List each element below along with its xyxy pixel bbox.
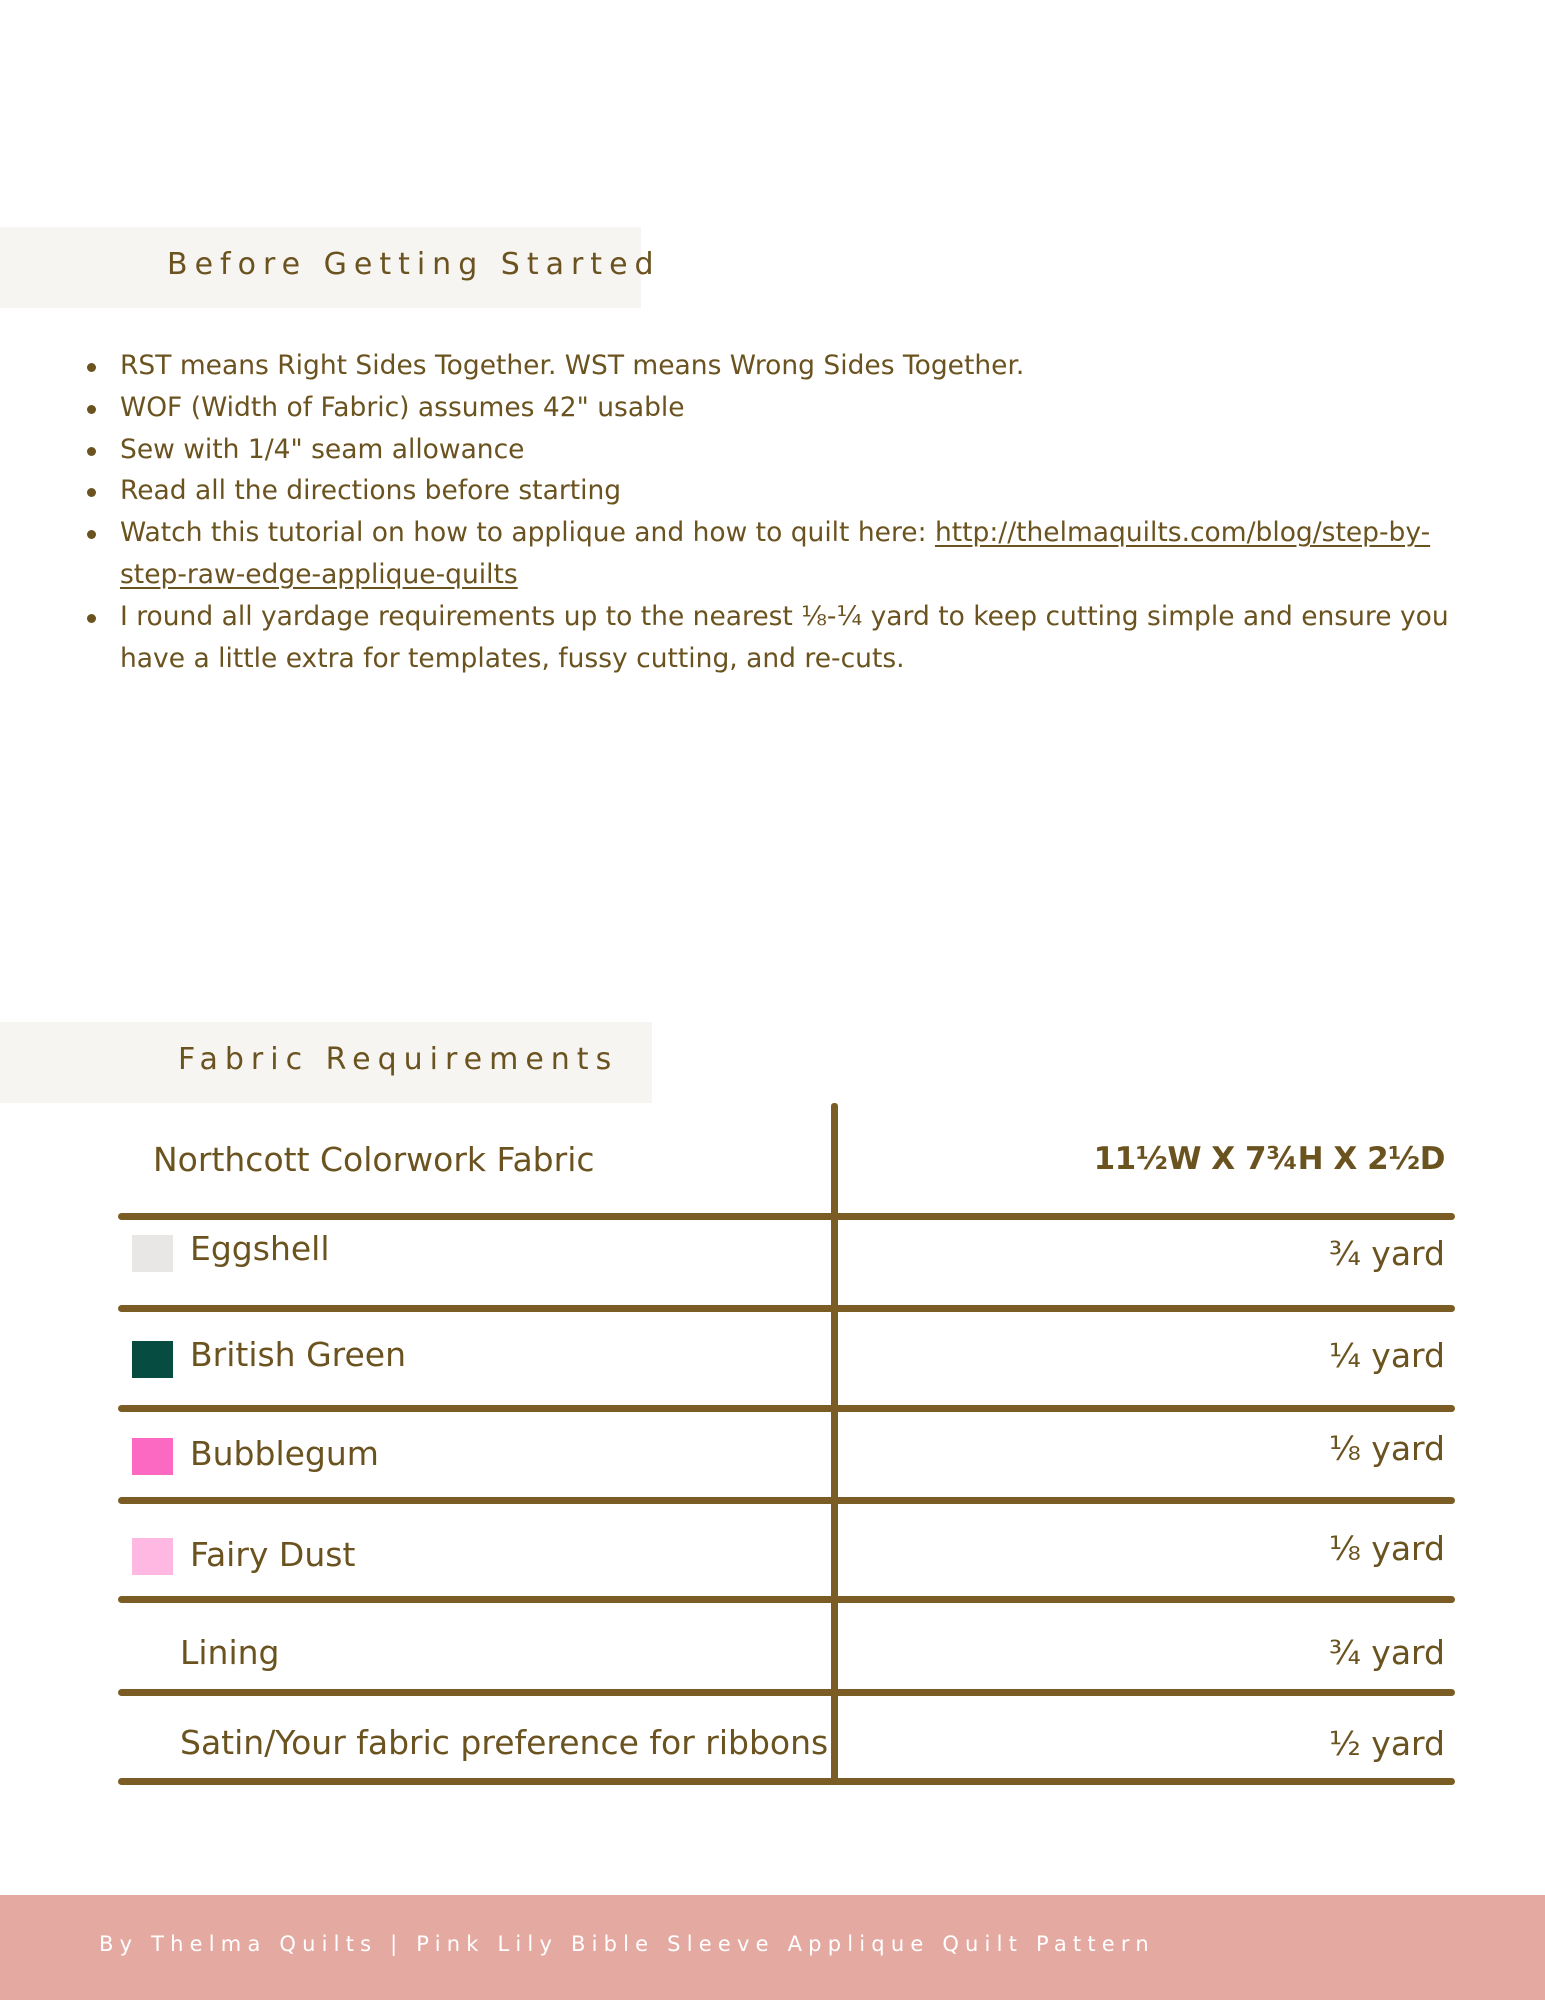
fabric-label-eggshell: Eggshell bbox=[190, 1229, 330, 1268]
swatch-bubblegum bbox=[132, 1438, 173, 1475]
fabric-amount-lining: ¾ yard bbox=[1328, 1633, 1445, 1672]
row-divider bbox=[118, 1689, 1455, 1696]
fabric-amount-bubblegum: ⅛ yard bbox=[1328, 1429, 1445, 1468]
list-item: WOF (Width of Fabric) assumes 42" usable bbox=[80, 387, 1460, 429]
instructions-list bbox=[80, 345, 1460, 679]
fabric-requirements-table bbox=[118, 1103, 1455, 1786]
fabric-label-fairy-dust: Fairy Dust bbox=[190, 1535, 356, 1574]
swatch-eggshell bbox=[132, 1235, 173, 1272]
row-divider bbox=[118, 1405, 1455, 1412]
table-header-label: Northcott Colorwork Fabric bbox=[153, 1140, 595, 1179]
swatch-fairy-dust bbox=[132, 1538, 173, 1575]
row-divider bbox=[118, 1596, 1455, 1603]
list-item: RST means Right Sides Together. WST means Wrong Sides Together. bbox=[80, 345, 1460, 387]
section-title-fabric-requirements: Fabric Requirements bbox=[178, 1042, 619, 1077]
footer-credit: By Thelma Quilts | Pink Lily Bible Sleeve Applique Quilt Pattern bbox=[99, 1932, 1155, 1956]
list-item: Sew with 1/4" seam allowance bbox=[80, 429, 1460, 471]
list-item: I round all yardage requirements up to the nearest ⅛-¼ yard to keep cutting simple and ensure you have a little extra for templates, fussy cutting, and re-cuts. bbox=[80, 596, 1460, 680]
fabric-amount-british-green: ¼ yard bbox=[1328, 1336, 1445, 1375]
row-divider bbox=[118, 1305, 1455, 1312]
row-divider bbox=[118, 1778, 1455, 1785]
fabric-amount-fairy-dust: ⅛ yard bbox=[1328, 1529, 1445, 1568]
table-header-dimensions: 11½W X 7¾H X 2½D bbox=[1093, 1141, 1445, 1177]
fabric-amount-satin-ribbons: ½ yard bbox=[1328, 1724, 1445, 1763]
section-title-before-getting-started: Before Getting Started bbox=[167, 247, 661, 282]
row-divider bbox=[118, 1213, 1455, 1220]
list-item bbox=[80, 512, 1460, 596]
fabric-label-british-green: British Green bbox=[190, 1335, 407, 1374]
fabric-label-bubblegum: Bubblegum bbox=[190, 1434, 379, 1473]
fabric-amount-eggshell: ¾ yard bbox=[1328, 1234, 1445, 1273]
footer-bar bbox=[0, 1895, 1545, 2000]
swatch-british-green bbox=[132, 1341, 173, 1378]
fabric-label-satin-ribbons: Satin/Your fabric preference for ribbons bbox=[180, 1723, 829, 1762]
tutorial-link[interactable]: http://thelmaquilts.com/blog/step-by-step-raw-edge-applique-quilts bbox=[120, 517, 1431, 590]
fabric-label-lining: Lining bbox=[180, 1633, 280, 1672]
list-item: Read all the directions before starting bbox=[80, 470, 1460, 512]
tutorial-text: Watch this tutorial on how to applique and how to quilt here: bbox=[120, 517, 935, 549]
row-divider bbox=[118, 1497, 1455, 1504]
column-divider bbox=[831, 1103, 838, 1784]
